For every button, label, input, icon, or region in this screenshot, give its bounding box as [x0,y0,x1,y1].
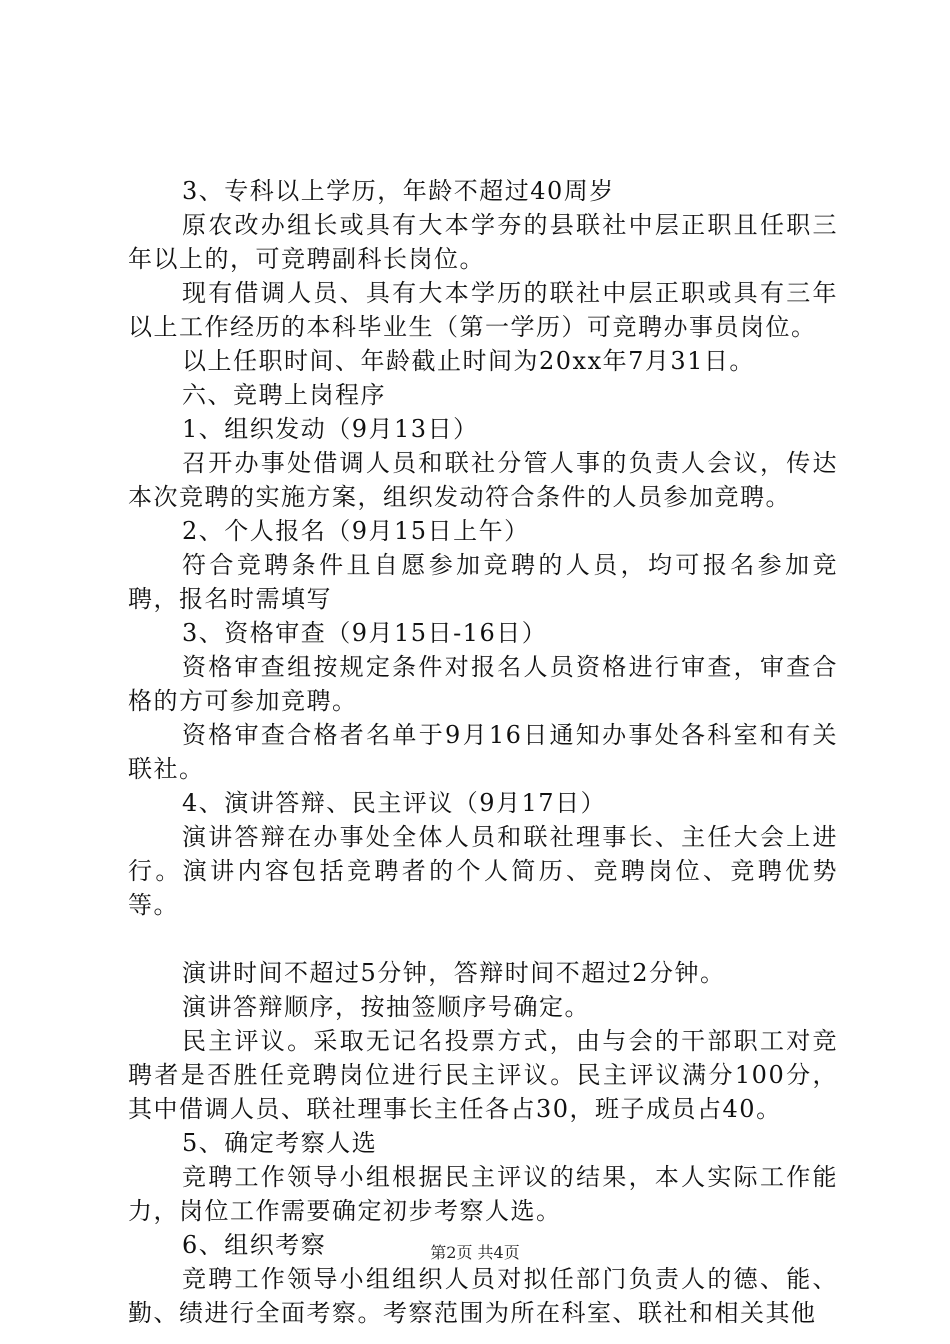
step-heading: 6、组织考察 [182,1231,327,1259]
paragraph: 以上任职时间、年龄截止时间为20xx年7月31日。 [182,347,755,375]
section-heading: 六、竞聘上岗程序 [182,381,386,409]
step-heading: 3、资格审查（9月15日-16日） [182,619,548,647]
step-heading: 2、个人报名（9月15日上午） [182,517,530,545]
paragraph: 原农改办组长或具有大本学夯的县联社中层正职且任职三年以上的，可竞聘副科长岗位。 [128,211,838,273]
paragraph: 竞聘工作领导小组根据民主评议的结果，本人实际工作能力，岗位工作需要确定初步考察人选。 [128,1163,838,1225]
paragraph: 符合竞聘条件且自愿参加竞聘的人员，均可报名参加竞聘，报名时需填写 [128,551,838,613]
paragraph: 3、专科以上学历，年龄不超过40周岁 [182,177,615,205]
step-heading: 5、确定考察人选 [182,1129,378,1157]
paragraph: 民主评议。采取无记名投票方式，由与会的干部职工对竞聘者是否胜任竞聘岗位进行民主评议。民主评议满分100分，其中借调人员、联社理事长主任各占30，班子成员占40。 [128,1027,838,1123]
paragraph: 演讲答辩在办事处全体人员和联社理事长、主任大会上进行。演讲内容包括竞聘者的个人简历、竞聘岗位、竞聘优势等。 [128,823,838,919]
paragraph: 竞聘工作领导小组组织人员对拟任部门负责人的德、能、勤、绩进行全面考察。考察范围为所在科室、联社和相关其他 [128,1265,838,1327]
paragraph: 演讲时间不超过5分钟，答辩时间不超过2分钟。 [182,959,726,987]
document-body [128,174,838,1330]
step-heading: 1、组织发动（9月13日） [182,415,479,443]
paragraph: 演讲答辩顺序，按抽签顺序号确定。 [182,993,590,1021]
paragraph: 召开办事处借调人员和联社分管人事的负责人会议，传达本次竞聘的实施方案，组织发动符合条件的人员参加竞聘。 [128,449,838,511]
paragraph: 资格审查合格者名单于9月16日通知办事处各科室和有关联社。 [128,721,838,783]
page-footer [0,1243,950,1263]
paragraph: 现有借调人员、具有大本学历的联社中层正职或具有三年以上工作经历的本科毕业生（第一学历）可竞聘办事员岗位。 [128,279,838,341]
step-heading: 4、演讲答辩、民主评议（9月17日） [182,789,607,817]
paragraph: 资格审查组按规定条件对报名人员资格进行审查，审查合格的方可参加竞聘。 [128,653,838,715]
page-number-label: 第2页 共4页 [430,1243,520,1262]
